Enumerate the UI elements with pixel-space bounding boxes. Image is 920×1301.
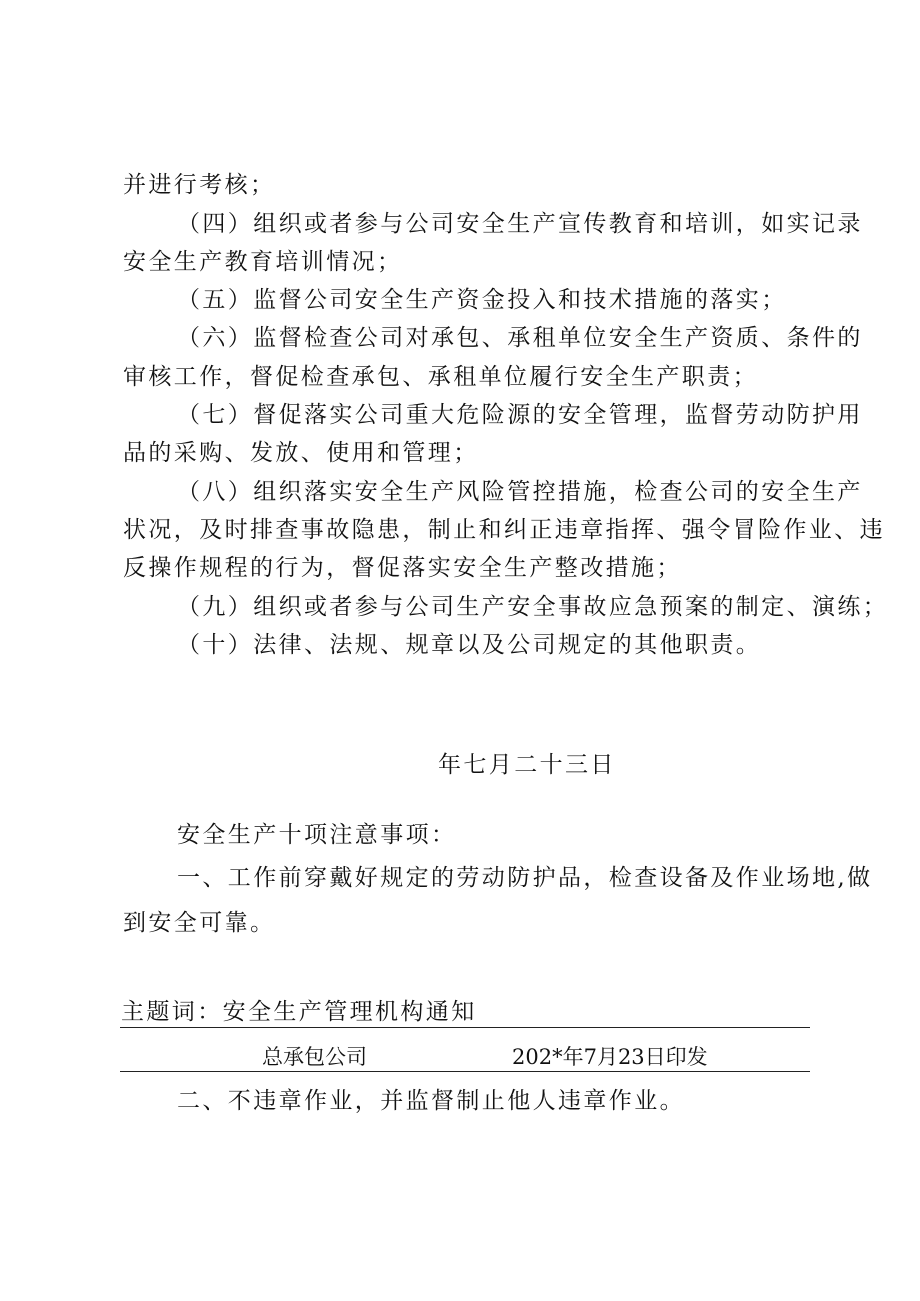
duty-item-8: （八）组织落实安全生产风险管控措施，检查公司的安全生产	[177, 479, 863, 505]
duty-item-9: （九）组织或者参与公司生产安全事故应急预案的制定、演练；	[177, 594, 889, 620]
notice-item-1-cont: 到安全可靠。	[123, 910, 276, 936]
footer-rule-top	[120, 1027, 810, 1028]
duty-item-7-cont: 品的采购、发放、使用和管理；	[123, 440, 479, 466]
duty-line-continued: 并进行考核；	[123, 172, 276, 198]
duty-item-8-cont-2: 反操作规程的行为，督促落实安全生产整改措施；	[123, 555, 682, 581]
duty-item-6-cont: 审核工作，督促检查承包、承租单位履行安全生产职责；	[123, 364, 758, 390]
duty-item-7: （七）督促落实公司重大危险源的安全管理，监督劳动防护用	[177, 402, 863, 428]
subject-keywords: 主题词：安全生产管理机构通知	[121, 999, 477, 1025]
issue-date: 202*年7月23日印发	[512, 1045, 708, 1069]
duty-item-4: （四）组织或者参与公司安全生产宣传教育和培训，如实记录	[177, 211, 863, 237]
duty-item-6: （六）监督检查公司对承包、承租单位安全生产资质、条件的	[177, 325, 863, 351]
duty-item-4-cont: 安全生产教育培训情况；	[123, 249, 403, 275]
duty-item-10: （十）法律、法规、规章以及公司规定的其他职责。	[177, 632, 762, 658]
notice-item-1: 一、工作前穿戴好规定的劳动防护品，检查设备及作业场地,做	[177, 865, 873, 891]
notice-item-2: 二、不违章作业，并监督制止他人违章作业。	[177, 1088, 685, 1114]
issuer-name: 总承包公司	[262, 1045, 367, 1069]
signature-date: 年七月二十三日	[438, 752, 616, 778]
footer-rule-bottom	[120, 1071, 810, 1072]
duty-item-5: （五）监督公司安全生产资金投入和技术措施的落实；	[177, 287, 787, 313]
issuer-row	[120, 1042, 810, 1072]
notices-heading: 安全生产十项注意事项：	[177, 822, 457, 848]
duty-item-8-cont-1: 状况，及时排查事故隐患，制止和纠正违章指挥、强令冒险作业、违	[123, 517, 885, 543]
